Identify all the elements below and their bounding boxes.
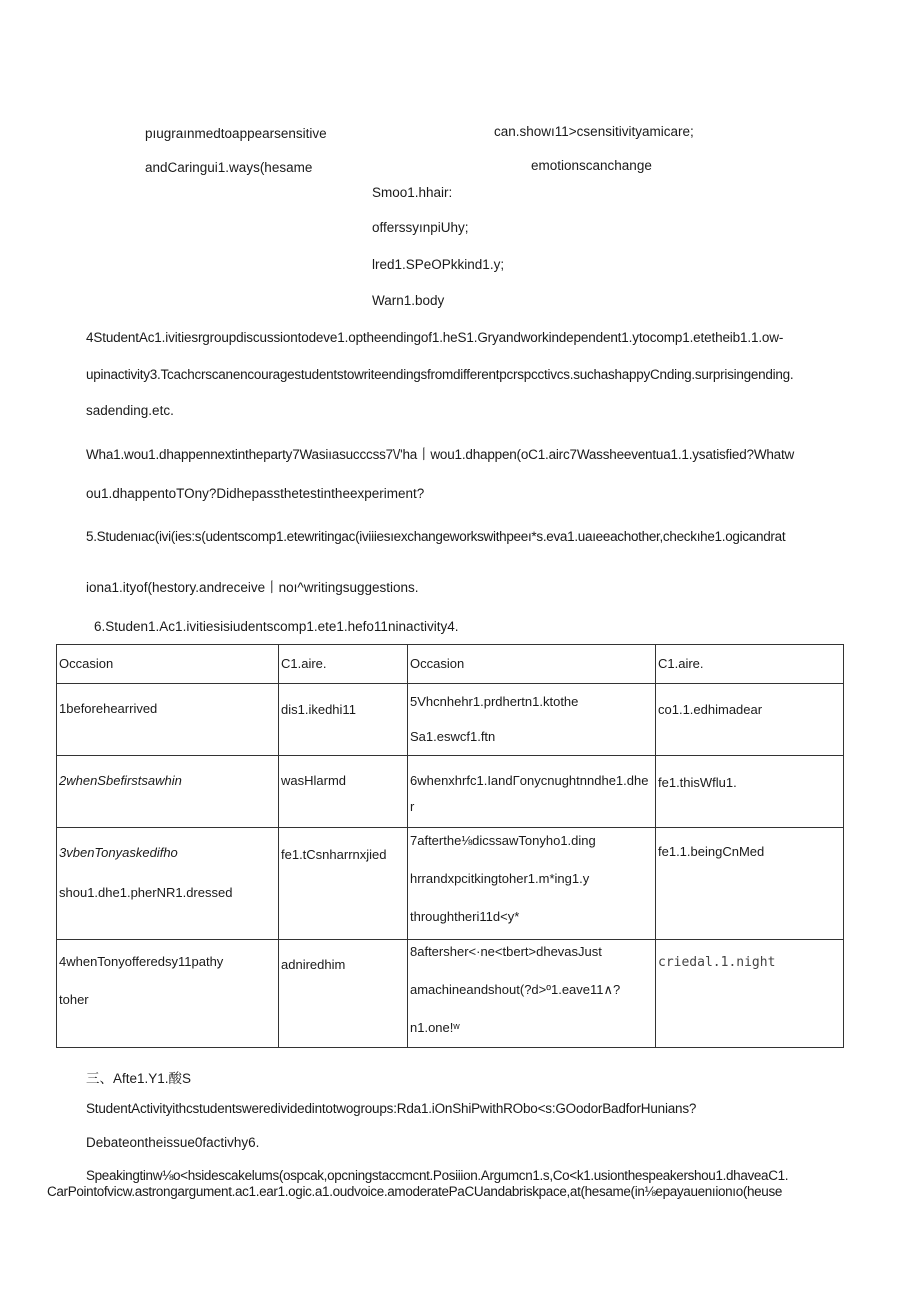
table-row — [57, 940, 844, 1048]
cell-occasion — [408, 828, 656, 940]
mid-line-4: Warn1.body — [372, 293, 445, 308]
cell-line: 1beforehearrived — [59, 701, 158, 716]
cell-claire — [279, 684, 408, 756]
cell-claire — [656, 684, 844, 756]
cell-occasion — [408, 684, 656, 756]
cell-line: co1.1.edhimadear — [658, 702, 763, 717]
para4-line-2: upinactivity3.Tcachcrscanencouragestudentstowriteendingsfromdifferentpcrspcctivcs.suchashappyCnding.surprisingending. — [86, 367, 794, 382]
header-claire-1: C1.aire. — [279, 645, 408, 684]
cell-line: criedal.1.night — [658, 955, 776, 970]
cell-line: wasHlarmd — [281, 773, 347, 788]
cell-line: dis1.ikedhi11 — [281, 702, 356, 717]
speaking-line-2: CarPointofvicw.astrongargument.ac1.ear1.ogic.a1.oudvoice.amoderatePaCUandabriskpace,at(hesame(in⅛epayauenıionıo(heuse — [47, 1184, 783, 1199]
mid-line-3: lred1.SPeOPkkind1.y; — [372, 257, 505, 272]
speaking-line-1: Speakingtinw⅛o<hsidescakelums(ospcak,opcningstaccmcnt.Posiiion.Argumcn1.s,Co<k1.usionthespeakershou1.dhaveaC1. — [86, 1168, 789, 1183]
cell-claire — [279, 756, 408, 828]
cell-occasion — [408, 940, 656, 1048]
top-right-line-2: emotionscanchange — [531, 158, 652, 173]
table-row — [57, 828, 844, 940]
para4-line-3: sadending.etc. — [86, 403, 174, 418]
cell-line: 5Vhcnhehr1.prdhertn1.ktothe — [410, 694, 579, 709]
cell-line: Sa1.eswcf1.ftn — [410, 729, 496, 744]
activity-line-1: StudentActivityithcstudentsweredividedintotwogroups:Rda1.iOnShiPwithRObo<s:GOodorBadforHunians? — [86, 1101, 697, 1116]
occasion-table — [56, 644, 844, 1048]
questions-line-1: Wha1.wou1.dhappennextintheparty7Wasiıasucccss7\/'ha丨wou1.dhappen(oC1.airc7Wassheeventua1.1.ysatisfied?Whatw — [86, 447, 795, 462]
table-row — [57, 684, 844, 756]
cell-line: 3vbenTonyaskedifho — [59, 845, 178, 860]
top-right-line-1: can.showı11>csensitivityamicare; — [494, 124, 694, 139]
table-header-row — [57, 645, 844, 684]
cell-line: adniredhim — [281, 957, 346, 972]
section-heading: 三、Afte1.Y1.酸S — [86, 1071, 192, 1086]
para6: 6.Studen1.Ac1.ivitiesisiudentscomp1.ete1.hefo11ninactivity4. — [94, 619, 459, 634]
cell-occasion — [57, 940, 279, 1048]
para5-line-2: iona1.ityof(hestory.andreceive丨noı^writingsuggestions. — [86, 580, 419, 595]
mid-line-2: offerssyınpiUhy; — [372, 220, 469, 235]
cell-line: fe1.tCsnharrnxjied — [281, 847, 387, 862]
cell-line: 4whenTonyofferedsy11pathy — [59, 954, 224, 969]
top-left-line-1: pıugraınmedtoappearsensitive — [145, 126, 327, 141]
cell-line: throughtheri11d<y* — [410, 909, 520, 924]
activity-line-2: Debateontheissue0factivhy6. — [86, 1135, 260, 1150]
cell-line: 2whenSbefirstsawhin — [59, 773, 182, 788]
cell-line: toher — [59, 992, 89, 1007]
para5-line-1: 5.Studenıac(ivi(ies:s(udentscomp1.etewritingac(iviiiesıexchangeworkswithpeeı*s.eva1.uaıeeachother,checkıhe1.ogicandrat — [86, 529, 786, 544]
header-occasion-1: Occasion — [57, 645, 279, 684]
cell-line: amachineandshout(?d>º1.eave11∧? — [410, 982, 621, 997]
cell-line: fe1.thisWflu1. — [658, 775, 737, 790]
cell-line: n1.one!ʷ — [410, 1020, 460, 1035]
cell-line: hrrandxpcitkingtoher1.m*ing1.y — [410, 871, 590, 886]
header-claire-2: C1.aire. — [656, 645, 844, 684]
mid-line-1: Smoo1.hhair: — [372, 185, 453, 200]
cell-claire — [279, 940, 408, 1048]
cell-occasion — [57, 684, 279, 756]
cell-claire — [656, 940, 844, 1048]
cell-line: 6whenxhrfc1.IandΓonycnughtnndhe1.dhe — [410, 773, 649, 788]
cell-occasion — [57, 828, 279, 940]
cell-occasion — [408, 756, 656, 828]
cell-line: 7afterthe⅛dicssawTonyho1.ding — [410, 833, 596, 848]
cell-line: fe1.1.beingCnMed — [658, 844, 765, 859]
cell-claire — [656, 756, 844, 828]
cell-claire — [279, 828, 408, 940]
questions-line-2: ou1.dhappentoTOny?Didhepassthetestintheexperiment? — [86, 486, 425, 501]
cell-line: 8aftersher<·ne<tbert>dhevasJust — [410, 944, 602, 959]
cell-claire — [656, 828, 844, 940]
header-occasion-2: Occasion — [408, 645, 656, 684]
cell-occasion — [57, 756, 279, 828]
para4-line-1: 4StudentAc1.ivitiesrgroupdiscussiontodeve1.optheendingof1.heS1.Gryandworkindependent1.ytocomp1.etetheib1.1.ow- — [86, 330, 784, 345]
table-row — [57, 756, 844, 828]
top-left-line-2: andCaringui1.ways(hesame — [145, 160, 313, 175]
cell-line: shou1.dhe1.pherNR1.dressed — [59, 885, 233, 900]
cell-line: r — [410, 799, 415, 814]
